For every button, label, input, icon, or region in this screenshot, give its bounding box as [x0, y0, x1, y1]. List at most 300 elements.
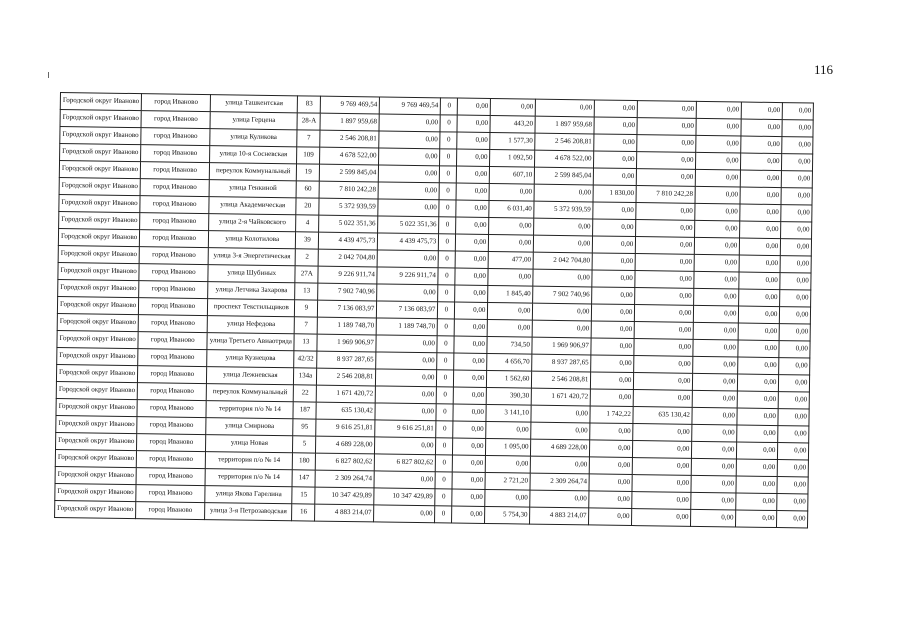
- count-col-7-cell: 0: [438, 319, 455, 336]
- value-col-8-cell: 0,00: [455, 285, 488, 302]
- municipality-cell: Городской округ Иваново: [59, 211, 140, 229]
- settlement-cell: город Иваново: [137, 417, 206, 435]
- value-col-8-cell: 0,00: [456, 217, 489, 234]
- street-cell: улица 2-я Чайковского: [209, 214, 296, 232]
- settlement-cell: город Иваново: [137, 383, 206, 401]
- area-cell: 0,00: [486, 421, 531, 439]
- value-col-13-cell: 0,00: [692, 441, 737, 459]
- count-col-7-cell: 0: [436, 455, 453, 472]
- settlement-cell: город Иваново: [137, 400, 206, 418]
- count-col-7-cell: 0: [438, 285, 455, 302]
- value-col-11-cell: 0,00: [594, 117, 637, 135]
- value-col-14-cell: 0,00: [737, 408, 778, 426]
- area-cell: 3 141,10: [486, 404, 531, 422]
- area-cell: 4 656,70: [487, 353, 532, 371]
- value-col-13-cell: 0,00: [693, 339, 738, 357]
- area-cell: 0,00: [491, 99, 536, 117]
- value-col-15-cell: 0,00: [777, 477, 808, 494]
- value-col-13-cell: 0,00: [695, 186, 740, 204]
- settlement-cell: город Иваново: [139, 298, 208, 316]
- count-col-7-cell: 0: [436, 404, 453, 421]
- value-col-11-cell: 0,00: [589, 474, 632, 492]
- municipality-cell: Городской округ Иваново: [55, 500, 136, 518]
- value-col-11-cell: 0,00: [592, 287, 635, 305]
- total-cost-cell: 1 671 420,72: [317, 385, 376, 403]
- municipality-cell: Городской округ Иваново: [57, 347, 138, 365]
- value-col-14-cell: 0,00: [737, 425, 778, 443]
- area-cell: 0,00: [488, 319, 533, 337]
- value-col-13-cell: 0,00: [696, 169, 741, 187]
- value-col-8-cell: 0,00: [456, 200, 489, 217]
- count-col-7-cell: 0: [437, 336, 454, 353]
- value-col-14-cell: 0,00: [736, 476, 777, 494]
- value-col-8-cell: 0,00: [457, 149, 490, 166]
- area-cell: 2 721,20: [485, 472, 530, 490]
- house-number-cell: 5: [293, 436, 316, 453]
- settlement-cell: город Иваново: [140, 230, 209, 248]
- value-col-15-cell: 0,00: [780, 273, 811, 290]
- value-col-8-cell: 0,00: [452, 472, 485, 489]
- municipality-cell: Городской округ Иваново: [60, 110, 141, 128]
- cost-col-12-cell: 0,00: [633, 458, 692, 476]
- value-col-11-cell: 0,00: [590, 423, 633, 441]
- municipality-cell: Городской округ Иваново: [60, 93, 141, 111]
- value-col-14-cell: 0,00: [741, 136, 782, 154]
- value-col-15-cell: 0,00: [782, 137, 813, 154]
- settlement-cell: город Иваново: [138, 366, 207, 384]
- settlement-cell: город Иваново: [138, 332, 207, 350]
- area-cell: 5 754,30: [485, 506, 530, 524]
- value-col-15-cell: 0,00: [781, 188, 812, 205]
- area-cell: 1 845,40: [488, 285, 533, 303]
- street-cell: улица Кузнецова: [207, 350, 294, 368]
- value-col-13-cell: 0,00: [691, 509, 736, 527]
- value-col-15-cell: 0,00: [780, 307, 811, 324]
- house-number-cell: 15: [292, 487, 315, 504]
- count-col-7-cell: 0: [437, 353, 454, 370]
- municipality-cell: Городской округ Иваново: [59, 161, 140, 179]
- total-cost-cell: 4 883 214,07: [315, 504, 374, 522]
- area-cell: 1 092,50: [490, 150, 535, 168]
- street-cell: переулок Коммунальный: [206, 384, 293, 402]
- settlement-cell: город Иваново: [140, 179, 209, 197]
- area-cell: 0,00: [485, 489, 530, 507]
- cost-col-12-cell: 0,00: [637, 169, 696, 187]
- cost-col-10-cell: 2 309 264,74: [530, 473, 589, 491]
- cost-col-6-cell: 0,00: [379, 114, 440, 132]
- value-col-14-cell: 0,00: [740, 238, 781, 256]
- value-col-13-cell: 0,00: [696, 118, 741, 136]
- cost-col-6-cell: 0,00: [374, 505, 435, 523]
- cost-col-10-cell: 2 546 208,81: [532, 371, 591, 389]
- street-cell: проспект Текстильщиков: [208, 299, 295, 317]
- count-col-7-cell: 0: [439, 200, 456, 217]
- value-col-14-cell: 0,00: [736, 510, 777, 528]
- value-col-11-cell: 0,00: [589, 491, 632, 509]
- area-cell: 0,00: [488, 268, 533, 286]
- value-col-15-cell: 0,00: [779, 358, 810, 375]
- value-col-8-cell: 0,00: [455, 302, 488, 319]
- house-number-cell: 27А: [295, 266, 318, 283]
- settlement-cell: город Иваново: [138, 349, 207, 367]
- street-cell: территория п/о № 14: [205, 469, 292, 487]
- scan-artifact-mark: [48, 72, 49, 78]
- cost-col-12-cell: 0,00: [633, 424, 692, 442]
- count-col-7-cell: 0: [440, 166, 457, 183]
- cost-col-6-cell: 5 022 351,36: [378, 216, 439, 234]
- value-col-13-cell: 0,00: [692, 407, 737, 425]
- area-cell: 6 031,40: [489, 201, 534, 219]
- value-col-15-cell: 0,00: [781, 205, 812, 222]
- street-cell: улица Летчика Захарова: [208, 282, 295, 300]
- cost-col-12-cell: 0,00: [634, 339, 693, 357]
- street-cell: территория п/о № 14: [206, 452, 293, 470]
- cost-col-10-cell: 2 546 208,81: [535, 133, 594, 151]
- value-col-15-cell: 0,00: [782, 154, 813, 171]
- street-cell: улица 10-я Сосневская: [210, 146, 297, 164]
- street-cell: улица Академическая: [209, 197, 296, 215]
- municipality-cell: Городской округ Иваново: [59, 177, 140, 195]
- cost-col-10-cell: 2 042 704,80: [533, 252, 592, 270]
- street-cell: улица Лежневская: [207, 367, 294, 385]
- cost-col-12-cell: 0,00: [638, 101, 697, 119]
- municipality-cell: Городской округ Иваново: [58, 279, 139, 297]
- value-col-15-cell: 0,00: [779, 341, 810, 358]
- cost-col-12-cell: 7 810 242,28: [636, 186, 695, 204]
- cost-col-12-cell: 0,00: [633, 441, 692, 459]
- total-cost-cell: 7 810 242,28: [319, 181, 378, 199]
- house-number-cell: 20: [296, 198, 319, 215]
- house-number-cell: 9: [295, 300, 318, 317]
- value-col-11-cell: 0,00: [590, 457, 633, 475]
- total-cost-cell: 4 678 522,00: [320, 147, 379, 165]
- value-col-14-cell: 0,00: [737, 459, 778, 477]
- value-col-14-cell: 0,00: [737, 442, 778, 460]
- value-col-11-cell: 0,00: [591, 321, 634, 339]
- cost-col-12-cell: 0,00: [634, 373, 693, 391]
- cost-col-10-cell: 0,00: [530, 490, 589, 508]
- cost-col-10-cell: 1 897 959,68: [535, 116, 594, 134]
- table-body: [55, 93, 814, 528]
- municipality-cell: Городской округ Иваново: [56, 398, 137, 416]
- value-col-8-cell: 0,00: [455, 268, 488, 285]
- settlement-cell: город Иваново: [139, 264, 208, 282]
- settlement-cell: город Иваново: [139, 247, 208, 265]
- house-number-cell: 28-А: [297, 113, 320, 130]
- cost-col-12-cell: 0,00: [635, 271, 694, 289]
- area-cell: 1 095,00: [486, 438, 531, 456]
- cost-col-10-cell: 0,00: [532, 320, 591, 338]
- cost-col-10-cell: 0,00: [534, 218, 593, 236]
- value-col-11-cell: 1 742,22: [590, 406, 633, 424]
- municipality-cell: Городской округ Иваново: [56, 415, 137, 433]
- cost-col-6-cell: 0,00: [378, 199, 439, 217]
- total-cost-cell: 8 937 287,65: [317, 351, 376, 369]
- cost-col-10-cell: 0,00: [533, 269, 592, 287]
- value-col-13-cell: 0,00: [696, 135, 741, 153]
- house-number-cell: 95: [293, 419, 316, 436]
- total-cost-cell: 1 189 748,70: [318, 317, 377, 335]
- cost-col-12-cell: 0,00: [637, 152, 696, 170]
- area-cell: 0,00: [489, 235, 534, 253]
- municipality-cell: Городской округ Иваново: [57, 296, 138, 314]
- house-number-cell: 7: [297, 130, 320, 147]
- house-number-cell: 134а: [294, 368, 317, 385]
- value-col-11-cell: 0,00: [592, 253, 635, 271]
- house-number-cell: 4: [296, 215, 319, 232]
- value-col-15-cell: 0,00: [778, 460, 809, 477]
- cost-col-12-cell: 635 130,42: [633, 407, 692, 425]
- cost-col-10-cell: 1 671 420,72: [532, 388, 591, 406]
- value-col-8-cell: 0,00: [452, 489, 485, 506]
- municipality-cell: Городской округ Иваново: [57, 313, 138, 331]
- house-number-cell: 22: [294, 385, 317, 402]
- value-col-8-cell: 0,00: [455, 251, 488, 268]
- value-col-13-cell: 0,00: [695, 203, 740, 221]
- cost-col-12-cell: 0,00: [632, 492, 691, 510]
- total-cost-cell: 9 226 911,74: [318, 266, 377, 284]
- cost-col-6-cell: 4 439 475,73: [378, 233, 439, 251]
- value-col-8-cell: 0,00: [453, 438, 486, 455]
- settlement-cell: город Иваново: [140, 196, 209, 214]
- cost-col-10-cell: 4 883 214,07: [530, 507, 589, 525]
- total-cost-cell: 10 347 429,89: [315, 487, 374, 505]
- municipality-cell: Городской округ Иваново: [59, 194, 140, 212]
- value-col-11-cell: 0,00: [591, 355, 634, 373]
- municipality-cell: Городской округ Иваново: [58, 262, 139, 280]
- area-cell: 1 577,30: [490, 133, 535, 151]
- value-col-8-cell: 0,00: [454, 370, 487, 387]
- count-col-7-cell: 0: [439, 234, 456, 251]
- value-col-15-cell: 0,00: [778, 426, 809, 443]
- value-col-13-cell: 0,00: [692, 424, 737, 442]
- value-col-8-cell: 0,00: [453, 421, 486, 438]
- settlement-cell: город Иваново: [138, 315, 207, 333]
- value-col-13-cell: 0,00: [692, 458, 737, 476]
- value-col-11-cell: 0,00: [591, 389, 634, 407]
- total-cost-cell: 1 897 959,68: [320, 113, 379, 131]
- total-cost-cell: 635 130,42: [316, 402, 375, 420]
- area-cell: 0,00: [486, 455, 531, 473]
- municipality-cell: Городской округ Иваново: [60, 127, 141, 145]
- total-cost-cell: 5 372 939,59: [319, 198, 378, 216]
- cost-col-6-cell: 10 347 429,89: [374, 488, 435, 506]
- house-number-cell: 147: [292, 470, 315, 487]
- cost-col-10-cell: 0,00: [531, 405, 590, 423]
- house-number-cell: 19: [297, 164, 320, 181]
- settlement-cell: город Иваново: [141, 145, 210, 163]
- value-col-14-cell: 0,00: [738, 391, 779, 409]
- cost-col-12-cell: 0,00: [632, 509, 691, 527]
- total-cost-cell: 7 136 083,97: [318, 300, 377, 318]
- house-number-cell: 2: [295, 249, 318, 266]
- total-cost-cell: 2 546 208,81: [320, 130, 379, 148]
- municipality-cell: Городской округ Иваново: [56, 432, 137, 450]
- settlement-cell: город Иваново: [141, 128, 210, 146]
- count-col-7-cell: 0: [437, 387, 454, 404]
- value-col-8-cell: 0,00: [454, 353, 487, 370]
- count-col-7-cell: 0: [437, 370, 454, 387]
- cost-col-6-cell: 0,00: [376, 352, 437, 370]
- value-col-15-cell: 0,00: [781, 239, 812, 256]
- value-col-11-cell: 0,00: [590, 440, 633, 458]
- count-col-7-cell: 0: [440, 132, 457, 149]
- house-number-cell: 13: [295, 283, 318, 300]
- value-col-13-cell: 0,00: [694, 305, 739, 323]
- house-number-cell: 60: [296, 181, 319, 198]
- value-col-8-cell: 0,00: [454, 336, 487, 353]
- value-col-8-cell: 0,00: [454, 387, 487, 404]
- cost-col-12-cell: 0,00: [634, 322, 693, 340]
- value-col-14-cell: 0,00: [739, 289, 780, 307]
- value-col-11-cell: 0,00: [594, 134, 637, 152]
- settlement-cell: город Иваново: [136, 502, 205, 520]
- cost-col-6-cell: 0,00: [379, 148, 440, 166]
- value-col-11-cell: 0,00: [595, 100, 638, 118]
- area-cell: 390,30: [487, 387, 532, 405]
- count-col-7-cell: 0: [439, 183, 456, 200]
- value-col-14-cell: 0,00: [739, 255, 780, 273]
- value-col-14-cell: 0,00: [740, 221, 781, 239]
- cost-col-6-cell: 0,00: [377, 250, 438, 268]
- value-col-11-cell: 0,00: [592, 270, 635, 288]
- area-cell: 477,00: [488, 252, 533, 270]
- municipality-cell: Городской округ Иваново: [55, 449, 136, 467]
- street-cell: улица 3-я Петрозаводская: [205, 503, 292, 521]
- value-col-15-cell: 0,00: [778, 409, 809, 426]
- area-cell: 443,20: [490, 116, 535, 134]
- value-col-14-cell: 0,00: [738, 340, 779, 358]
- value-col-14-cell: 0,00: [741, 170, 782, 188]
- street-cell: улица Нефедова: [207, 316, 294, 334]
- total-cost-cell: 9 769 469,54: [321, 96, 380, 114]
- cost-col-12-cell: 0,00: [634, 390, 693, 408]
- cost-col-6-cell: 0,00: [378, 182, 439, 200]
- total-cost-cell: 4 439 475,73: [319, 232, 378, 250]
- street-cell: улица Третьего Авиаотряда: [207, 333, 294, 351]
- value-col-14-cell: 0,00: [739, 272, 780, 290]
- value-col-14-cell: 0,00: [739, 306, 780, 324]
- value-col-14-cell: 0,00: [740, 187, 781, 205]
- value-col-8-cell: 0,00: [456, 183, 489, 200]
- settlement-cell: город Иваново: [139, 281, 208, 299]
- count-col-7-cell: 0: [435, 489, 452, 506]
- municipality-cell: Городской округ Иваново: [60, 144, 141, 162]
- value-col-14-cell: 0,00: [738, 374, 779, 392]
- cost-col-10-cell: 0,00: [533, 303, 592, 321]
- cost-col-12-cell: 0,00: [636, 203, 695, 221]
- settlement-cell: город Иваново: [141, 162, 210, 180]
- cost-col-12-cell: 0,00: [637, 135, 696, 153]
- cost-col-6-cell: 7 136 083,97: [377, 301, 438, 319]
- value-col-14-cell: 0,00: [740, 204, 781, 222]
- street-cell: улица Куликова: [210, 129, 297, 147]
- house-number-cell: 83: [298, 96, 321, 113]
- value-col-11-cell: 0,00: [594, 151, 637, 169]
- value-col-14-cell: 0,00: [738, 323, 779, 341]
- total-cost-cell: 5 022 351,36: [319, 215, 378, 233]
- value-col-14-cell: 0,00: [741, 153, 782, 171]
- value-col-14-cell: 0,00: [741, 119, 782, 137]
- value-col-8-cell: 0,00: [453, 404, 486, 421]
- cost-col-6-cell: 0,00: [374, 471, 435, 489]
- cost-col-10-cell: 7 902 740,96: [533, 286, 592, 304]
- count-col-7-cell: 0: [435, 472, 452, 489]
- cost-col-6-cell: 0,00: [376, 369, 437, 387]
- area-cell: 734,50: [487, 336, 532, 354]
- house-number-cell: 187: [293, 402, 316, 419]
- data-table: [54, 92, 814, 528]
- total-cost-cell: 2 309 264,74: [315, 470, 374, 488]
- cost-col-12-cell: 0,00: [636, 237, 695, 255]
- total-cost-cell: 6 827 802,62: [316, 453, 375, 471]
- settlement-cell: город Иваново: [140, 213, 209, 231]
- cost-col-6-cell: 9 226 911,74: [377, 267, 438, 285]
- house-number-cell: 42/32: [294, 351, 317, 368]
- value-col-13-cell: 0,00: [694, 254, 739, 272]
- value-col-15-cell: 0,00: [780, 290, 811, 307]
- value-col-15-cell: 0,00: [782, 120, 813, 137]
- value-col-14-cell: 0,00: [736, 493, 777, 511]
- house-number-cell: 39: [296, 232, 319, 249]
- count-col-7-cell: 0: [439, 217, 456, 234]
- value-col-14-cell: 0,00: [742, 102, 783, 120]
- cost-col-12-cell: 0,00: [635, 305, 694, 323]
- area-cell: 0,00: [488, 302, 533, 320]
- value-col-15-cell: 0,00: [777, 511, 808, 528]
- cost-col-12-cell: 0,00: [635, 288, 694, 306]
- municipality-cell: Городской округ Иваново: [56, 381, 137, 399]
- house-number-cell: 109: [297, 147, 320, 164]
- value-col-13-cell: 0,00: [694, 271, 739, 289]
- cost-col-10-cell: 8 937 287,65: [532, 354, 591, 372]
- cost-col-10-cell: 1 969 906,97: [532, 337, 591, 355]
- table-container: [54, 92, 814, 528]
- value-col-13-cell: 0,00: [697, 101, 742, 119]
- total-cost-cell: 1 969 906,97: [317, 334, 376, 352]
- municipality-cell: Городской округ Иваново: [58, 245, 139, 263]
- cost-col-6-cell: 1 189 748,70: [377, 318, 438, 336]
- cost-col-6-cell: 0,00: [375, 437, 436, 455]
- value-col-8-cell: 0,00: [457, 166, 490, 183]
- settlement-cell: город Иваново: [136, 485, 205, 503]
- count-col-7-cell: 0: [436, 438, 453, 455]
- value-col-11-cell: 0,00: [592, 304, 635, 322]
- value-col-11-cell: 1 830,00: [593, 185, 636, 203]
- total-cost-cell: 4 689 228,00: [316, 436, 375, 454]
- cost-col-6-cell: 0,00: [379, 165, 440, 183]
- street-cell: улица Шубиных: [208, 265, 295, 283]
- cost-col-10-cell: 0,00: [531, 456, 590, 474]
- value-col-13-cell: 0,00: [693, 373, 738, 391]
- street-cell: улица Якова Гарелина: [205, 486, 292, 504]
- value-col-13-cell: 0,00: [693, 356, 738, 374]
- value-col-13-cell: 0,00: [695, 220, 740, 238]
- area-cell: 607,10: [490, 167, 535, 185]
- total-cost-cell: 9 616 251,81: [316, 419, 375, 437]
- cost-col-12-cell: 0,00: [634, 356, 693, 374]
- cost-col-6-cell: 0,00: [376, 386, 437, 404]
- house-number-cell: 13: [294, 334, 317, 351]
- page-number: 116: [814, 62, 834, 77]
- value-col-15-cell: 0,00: [783, 103, 814, 120]
- municipality-cell: Городской округ Иваново: [58, 228, 139, 246]
- cost-col-12-cell: 0,00: [632, 475, 691, 493]
- settlement-cell: город Иваново: [141, 94, 210, 112]
- value-col-15-cell: 0,00: [782, 171, 813, 188]
- value-col-11-cell: 0,00: [593, 236, 636, 254]
- cost-col-6-cell: 0,00: [379, 131, 440, 149]
